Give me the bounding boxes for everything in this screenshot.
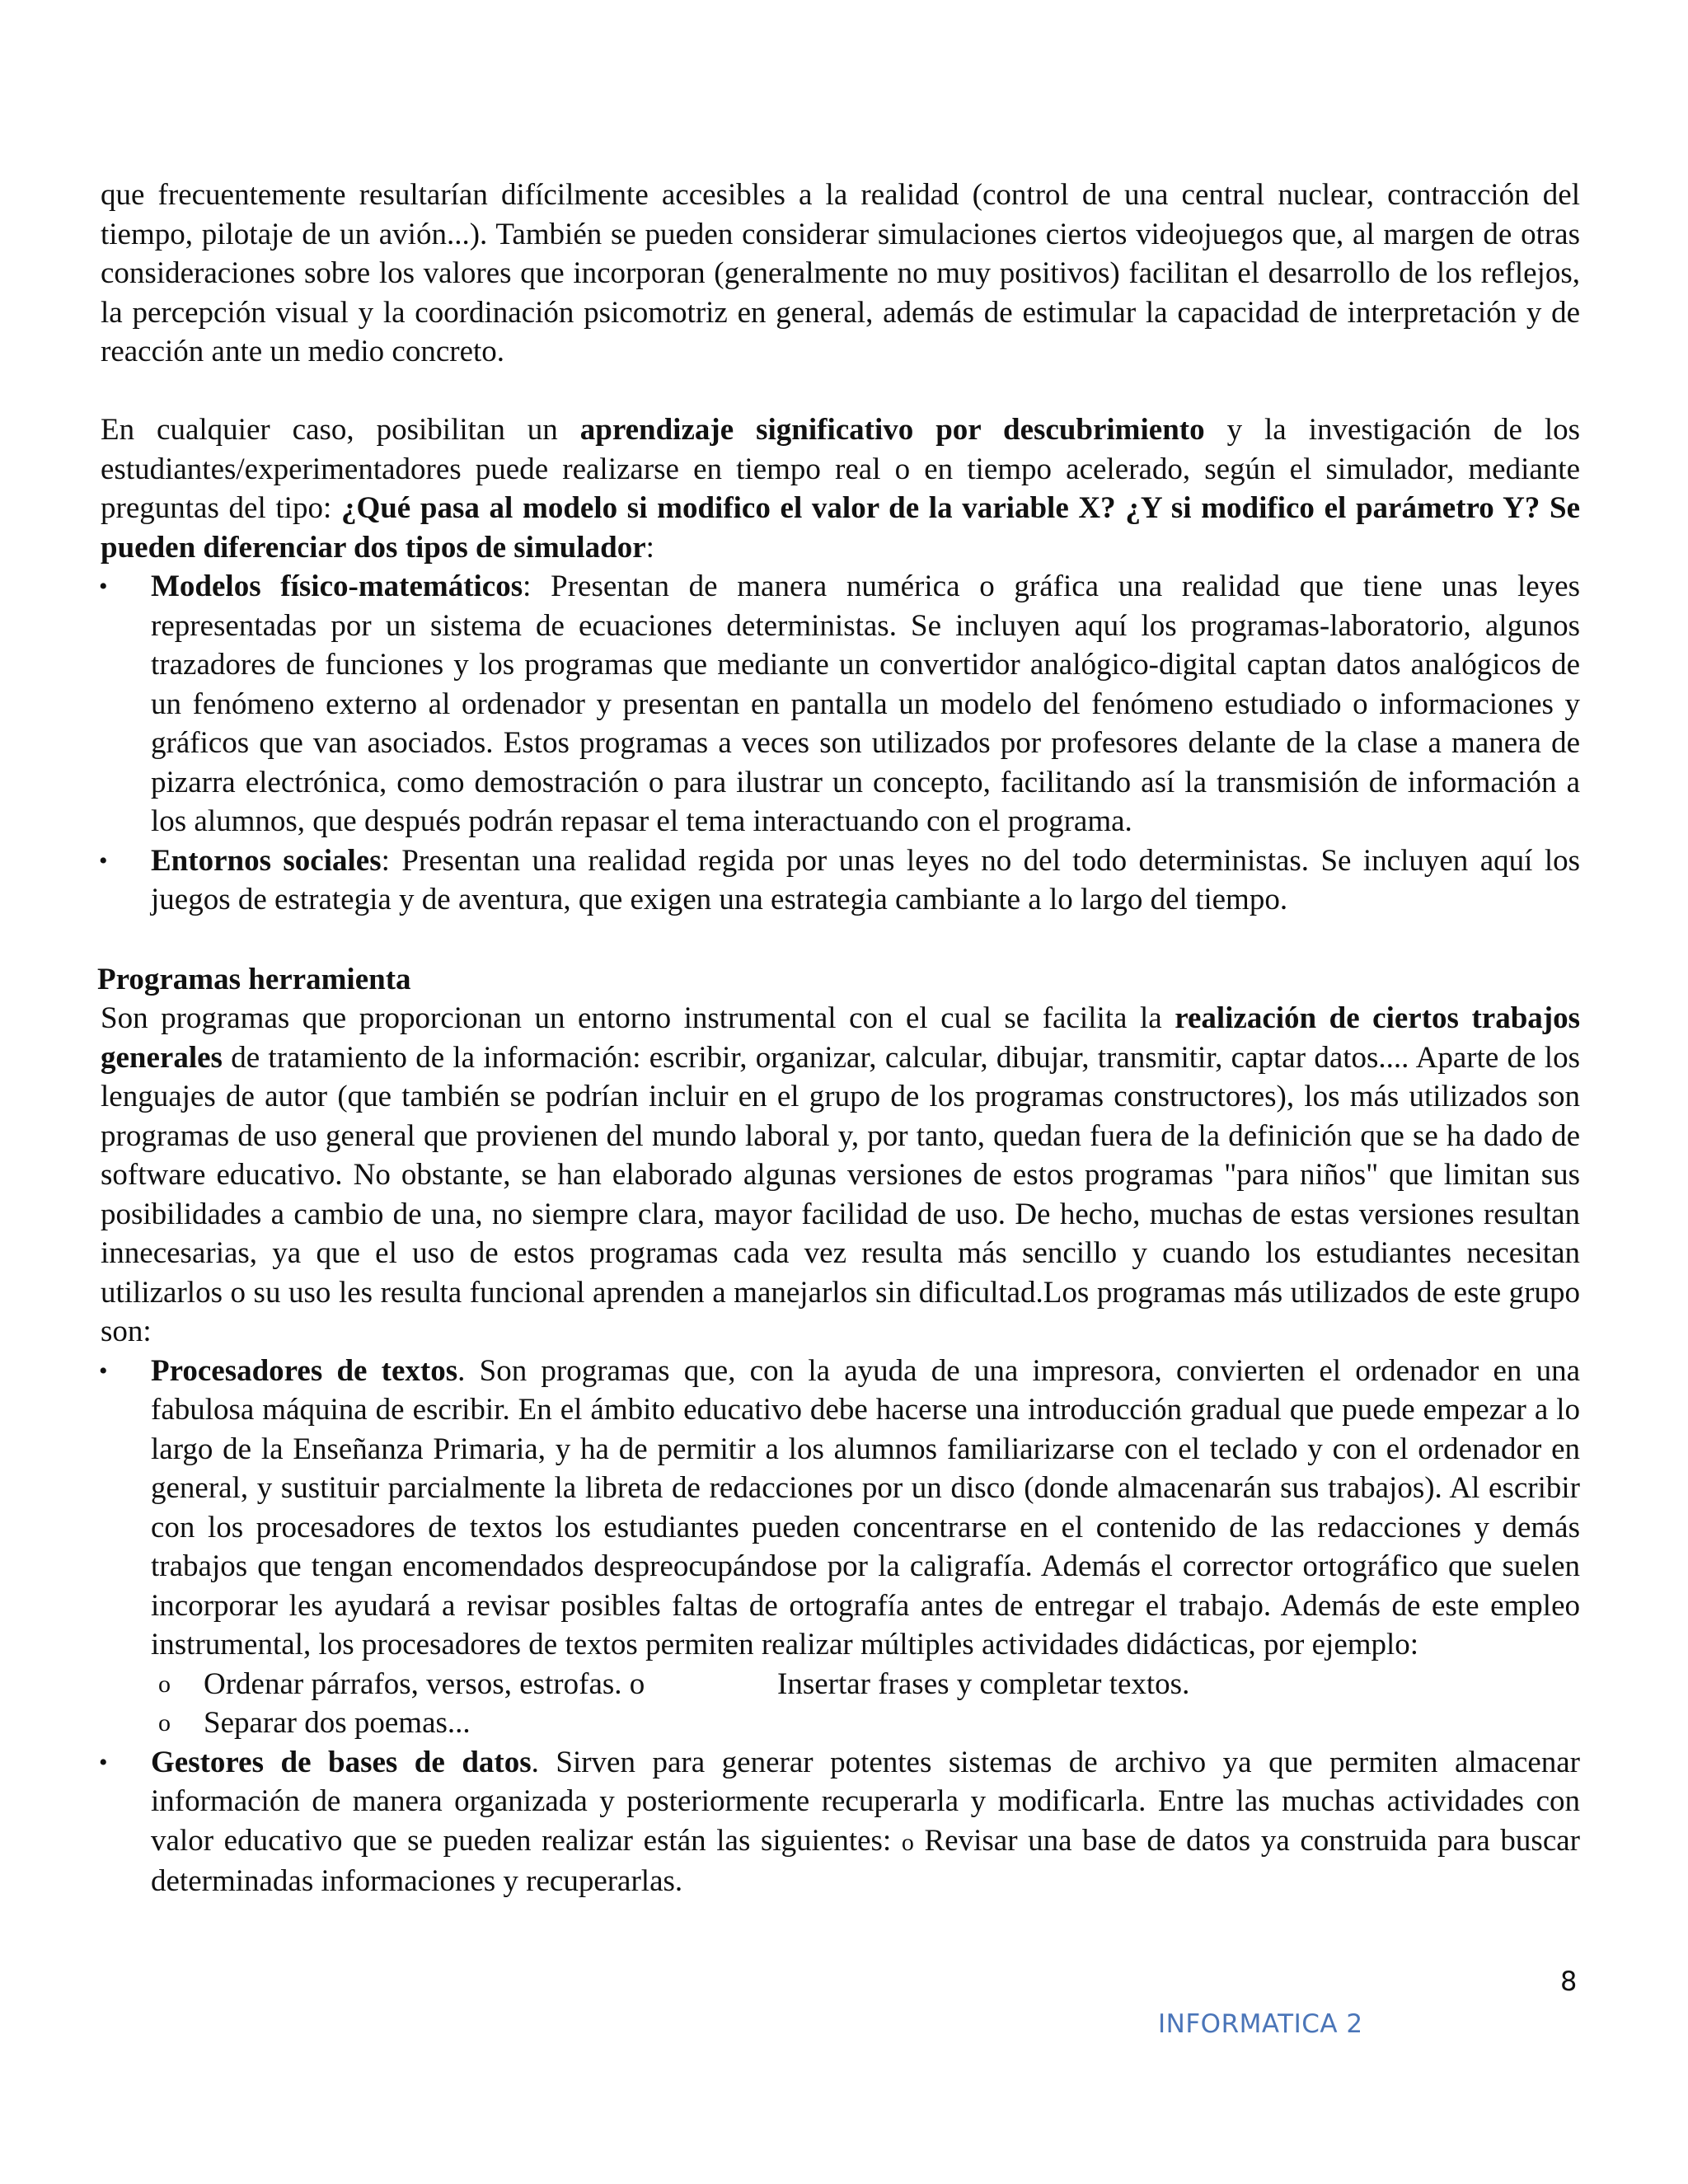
page-number: 8 [1560, 1966, 1578, 1997]
paragraph-tool-programs [101, 999, 1580, 1352]
sub-list-row [101, 1665, 1580, 1704]
list-item-social-environments [101, 841, 1580, 920]
bullet-marker: • [99, 573, 108, 600]
sub-item-insert-phrases: Insertar frases y completar textos. [777, 1666, 1190, 1701]
paragraph-simulations-continued: que frecuentemente resultarían difícilmente accesibles a la realidad (control de una central nuclear, contracción del tiempo, pilotaje de un avión...). También se pueden considerar simulaciones ciertos videojuegos que, al margen de otras consideraciones sobre los valores que incorporan (generalmente no muy positivos) facilitan el desarrollo de los reflejos, la percepción visual y la coordinación psicomotriz en general, además de estimular la capacidad de interpretación y de reacción ante un medio concreto. [101, 178, 1580, 368]
list-item-text: : Presentan una realidad regida por unas leyes no del todo deterministas. Se incluyen aquí los juegos de estrategia y de aventura, que exigen una estrategia cambiante a lo largo del tiempo. [151, 843, 1581, 916]
list-item-text: . Son programas que, con la ayuda de una impresora, convierten el ordenador en una fabulosa máquina de escribir. En el ámbito educativo debe hacerse una introducción gradual que puede empezar a lo largo de la Enseñanza Primaria, y ha de permitir a los alumnos familiarizarse con el teclado y con el ordenador en general, y sustituir parcialmente la libreta de redacciones por un disco (donde almacenarán sus trabajos). Al escribir con los procesadores de textos los estudiantes pueden concentrarse en el contenido de las redacciones y demás trabajos que tengan encomendados despreocupándose por la caligrafía. Además el corrector ortográfico que suelen incorporar les ayudará a revisar posibles faltas de ortografía antes de entregar el trabajo. Además de este empleo instrumental, los procesadores de textos permiten realizar múltiples actividades didácticas, por ejemplo: [151, 1353, 1581, 1661]
sub-bullet-marker: o [158, 1670, 171, 1698]
list-item-text: : Presentan de manera numérica o gráfica una realidad que tiene unas leyes representadas por un sistema de ecuaciones deterministas. Se incluyen aquí los programas-laboratorio, algunos trazadores de funciones y los programas que mediante un convertidor analógico-digital captan datos analógicos de un fenómeno externo al ordenador y presentan en pantalla un modelo del fenómeno estudiado o informaciones y gráficos que van asociados. Estos programas a veces son utilizados por profesores delante de la clase a manera de pizarra electrónica, como demostración o para ilustrar un concepto, facilitando así la transmisión de información a los alumnos, que después podrán repasar el tema interactuando con el programa. [151, 569, 1581, 838]
section-heading-tool-programs: Programas herramienta [97, 963, 411, 996]
list-item-physical-mathematical-models [101, 567, 1580, 841]
sub-item-order-paragraphs: Ordenar párrafos, versos, estrofas. o [204, 1666, 645, 1701]
simulator-types-list [101, 567, 1580, 920]
list-item-title: Procesadores de textos [151, 1353, 458, 1388]
para2-text-3: : [645, 530, 654, 565]
bullet-marker: • [99, 1748, 108, 1776]
list-item-title: Entornos sociales [151, 843, 382, 878]
sub-item-separate-poems: Separar dos poemas... [204, 1706, 471, 1740]
paragraph-meaningful-learning [101, 410, 1580, 567]
tool-programs-list-continued [101, 1743, 1580, 1901]
footer-course-title: INFORMATICA 2 [1158, 2009, 1363, 2039]
simulation-intro-block [101, 176, 1580, 920]
list-item-text: . Sirven para generar potentes sistemas de archivo ya que permiten almacenar información de manera organizada y posteriormente recuperarla y modificarla. Entre las muchas actividades con valor educativo que se pueden realizar están las siguientes: [151, 1745, 1581, 1858]
para2-text-1: En cualquier caso, posibilitan un [101, 413, 580, 447]
list-item-title: Modelos físico-matemáticos [151, 569, 523, 603]
sub-bullet-marker: o [158, 1709, 171, 1736]
bullet-marker: • [99, 1357, 108, 1385]
para2-bold-1: aprendizaje significativo por descubrimiento [579, 413, 1205, 447]
para2-bold-2: ¿Qué pasa al modelo si modifico el valor de la variable X? ¿Y si modifico el parámetro Y? Se pueden diferenciar dos tipos de simulador [101, 491, 1580, 565]
para3-text-1: Son programas que proporcionan un entorno instrumental con el cual se facilita la [101, 1001, 1175, 1035]
para3-bold-1: realización de ciertos trabajos generales [101, 1001, 1580, 1075]
list-item-word-processors [101, 1352, 1580, 1665]
sub-list-row [101, 1704, 1580, 1743]
list-item-database-managers [101, 1743, 1580, 1901]
inline-sub-bullet-marker: o [901, 1828, 914, 1856]
list-item-text-continued: Revisar una base de datos ya construida para buscar determinadas informaciones y recuperarlas. [151, 1823, 1580, 1898]
para2-text-2: y la investigación de los estudiantes/experimentadores puede realizarse en tiempo real o en tiempo acelerado, según el simulador, mediante preguntas del tipo: [101, 413, 1580, 525]
para3-text-2: de tratamiento de la información: escribir, organizar, calcular, dibujar, transmitir, captar datos.... Aparte de los lenguajes de autor (que también se podrían incluir en el grupo de los programas constructores), los más utilizados son programas de uso general que provienen del mundo laboral y, por tanto, quedan fuera de la definición que se ha dado de software educativo. No obstante, se han elaborado algunas versiones de estos programas "para niños" que limitan sus posibilidades a cambio de una, no siempre clara, mayor facilidad de uso. De hecho, muchas de estas versiones resultan innecesarias, ya que el uso de estos programas cada vez resulta más sencillo y cuando los estudiantes necesitan utilizarlos o su uso les resulta funcional aprenden a manejarlos sin dificultad.Los programas más utilizados de este grupo son: [101, 1040, 1580, 1348]
tool-programs-list [101, 1352, 1580, 1665]
list-item-title: Gestores de bases de datos [151, 1745, 532, 1779]
tool-programs-block [101, 999, 1580, 1901]
bullet-marker: • [99, 846, 108, 874]
